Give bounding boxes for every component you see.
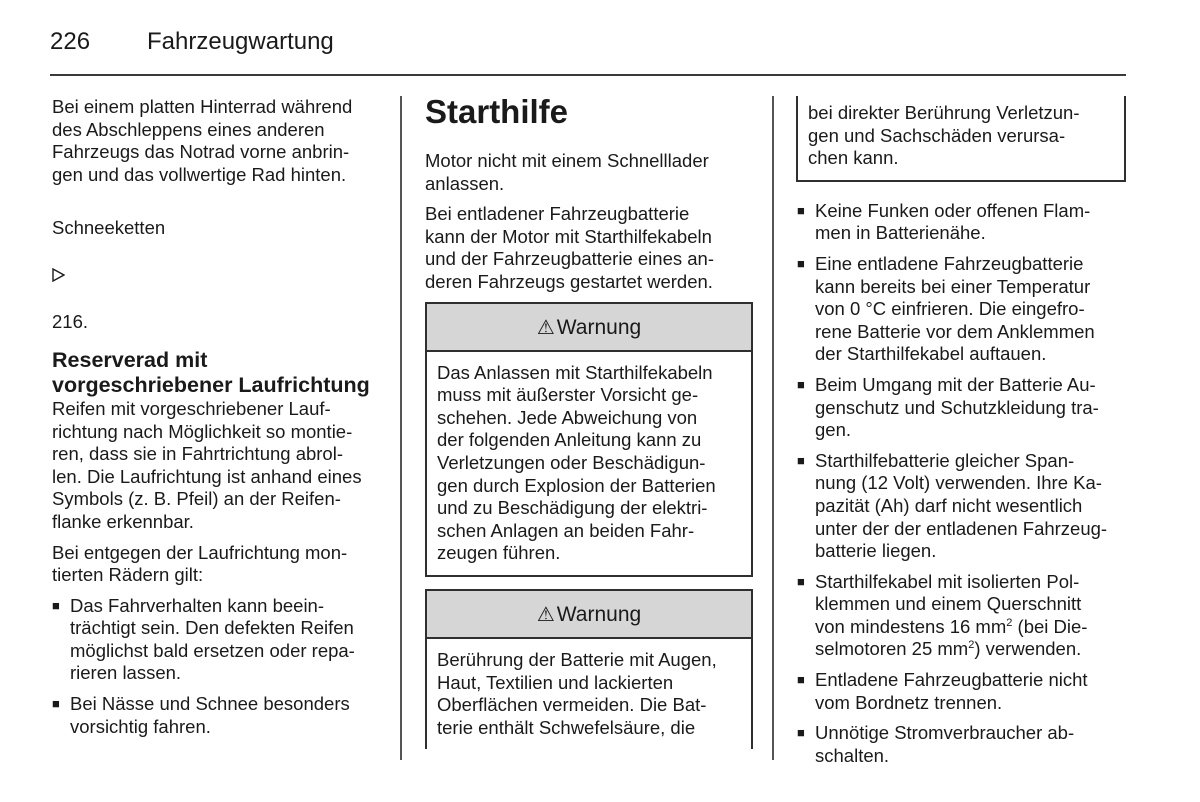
list-item-text: Starthilfebatterie gleicher Span- nung (12 Volt) verwenden. Ihre Ka- pazität (Ah) darf nicht wesentlich unter der der entladenen Fahrzeug- batterie liegen. [815,449,1108,562]
column-divider-2 [772,96,774,760]
paragraph-jump-start: Bei entladener Fahrzeugbatterie kann der Motor mit Starthilfekabeln und der Fahrzeugbatterie eines an- deren Fahrzeugs gestartet werden. [425,203,714,292]
bullet-square-icon: ■ [797,202,805,218]
list-item-text: Das Fahrverhalten kann beein- trächtigt sein. Den defekten Reifen möglichst bald ersetzen oder repa- rieren lassen. [70,594,355,684]
list-item-text: Bei Nässe und Schnee besonders vorsichtig fahren. [70,693,350,737]
cross-reference-page: 216. [52,311,89,333]
bullet-square-icon: ■ [797,672,805,688]
column-left [52,96,382,746]
bullet-list-left [52,595,382,739]
warning-triangle-icon: ⚠ [536,316,555,339]
cross-reference [52,194,382,334]
list-item [797,374,1127,442]
bullet-square-icon: ■ [797,573,805,589]
arrow-right-icon [52,244,67,286]
warning-box-2 [425,589,753,749]
page-header [50,22,1126,76]
column-right [797,96,1127,775]
list-item-text: Keine Funken oder offenen Flam- men in Batterienähe. [815,199,1091,244]
list-item [797,450,1127,563]
bullet-square-icon: ■ [797,725,805,741]
column-middle [425,92,753,759]
warning-box-continued: bei direkter Berührung Verletzun- gen und Sachschäden verursa- chen kann. [796,96,1126,182]
list-item [52,595,382,685]
list-item [797,722,1127,767]
cable-text-part-3: ) verwenden. [974,638,1082,660]
list-item-text: Unnötige Stromverbraucher ab- schalten. [815,722,1075,766]
page-number: 226 [50,28,91,55]
paragraph-spare-wheel: Bei einem platten Hinterrad während des Abschleppens eines anderen Fahrzeugs das Notrad vorne anbrin- gen und das vollwertige Rad hinten. [52,96,353,185]
warning-box-1 [425,302,753,577]
warning-title-bar [427,304,751,352]
paragraph-opposite-mounting: Bei entgegen der Laufrichtung mon- tierten Rädern gilt: [52,541,348,586]
bullet-square-icon: ■ [797,255,805,271]
list-item-text: Entladene Fahrzeugbatterie nicht vom Bordnetz trennen. [815,669,1088,713]
warning-title: Warnung [556,315,642,339]
chapter-title: Fahrzeugwartung [147,28,334,55]
list-item [797,253,1127,366]
warning-title: Warnung [556,602,642,626]
cable-text-part-1: Starthilfekabel mit isolierten Pol- klemmen und einem Querschnitt von mindestens 16 mm [815,570,1082,637]
list-item [797,200,1127,245]
bullet-square-icon: ■ [797,452,805,468]
paragraph-fast-charger: Motor nicht mit einem Schnelllader anlassen. [425,150,709,194]
superscript-2: 2 [968,639,975,652]
list-item-text [815,571,1087,661]
section-subheading: Reserverad mit vorgeschriebener Laufrichtung [52,347,370,397]
warning-title-bar [427,591,751,639]
superscript-2: 2 [1006,616,1013,629]
cable-text-part-2: (bei Die- selmotoren 25 mm [815,615,1088,660]
paragraph-rotation-direction: Reifen mit vorgeschriebener Lauf- richtung nach Möglichkeit so montie- ren, dass sie in Fahrtrichtung abrol- len. Die Laufrichtung ist anhand eines Symbols (z. B. Pfeil) an der Reifen- flanke erkennbar. [52,397,362,532]
warning-body: Das Anlassen mit Starthilfekabeln muss mit äußerster Vorsicht ge- schehen. Jede Abweichung von der folgenden Anleitung kann zu Verletzungen oder Beschädigun- gen durch Explosion der Batterien und zu Beschädigung der elektri- schen Anlagen an beiden Fahr- zeugen führen. [437,361,716,564]
list-item-text: Eine entladene Fahrzeugbatterie kann bereits bei einer Temperatur von 0 °C einfrieren. Die eingefro- rene Batterie vor dem Anklemmen der Starthilfekabel auftauen. [815,252,1095,365]
section-heading: Starthilfe [425,93,569,130]
bullet-square-icon: ■ [797,376,805,392]
warning-triangle-icon: ⚠ [536,603,555,626]
list-item [797,669,1127,714]
column-divider-1 [400,96,402,760]
list-item-text: Beim Umgang mit der Batterie Au- genschutz und Schutzkleidung tra- gen. [815,373,1099,441]
list-item [797,571,1127,661]
list-item [52,693,382,738]
bullet-square-icon: ■ [52,597,60,613]
bullet-square-icon: ■ [52,696,60,712]
bullet-list-right [797,200,1127,768]
cross-reference-text: Schneeketten [52,216,166,238]
warning-body: Berührung der Batterie mit Augen, Haut, Textilien und lackierten Oberflächen vermeiden. Die Bat- terie enthält Schwefelsäure, die [437,648,717,738]
